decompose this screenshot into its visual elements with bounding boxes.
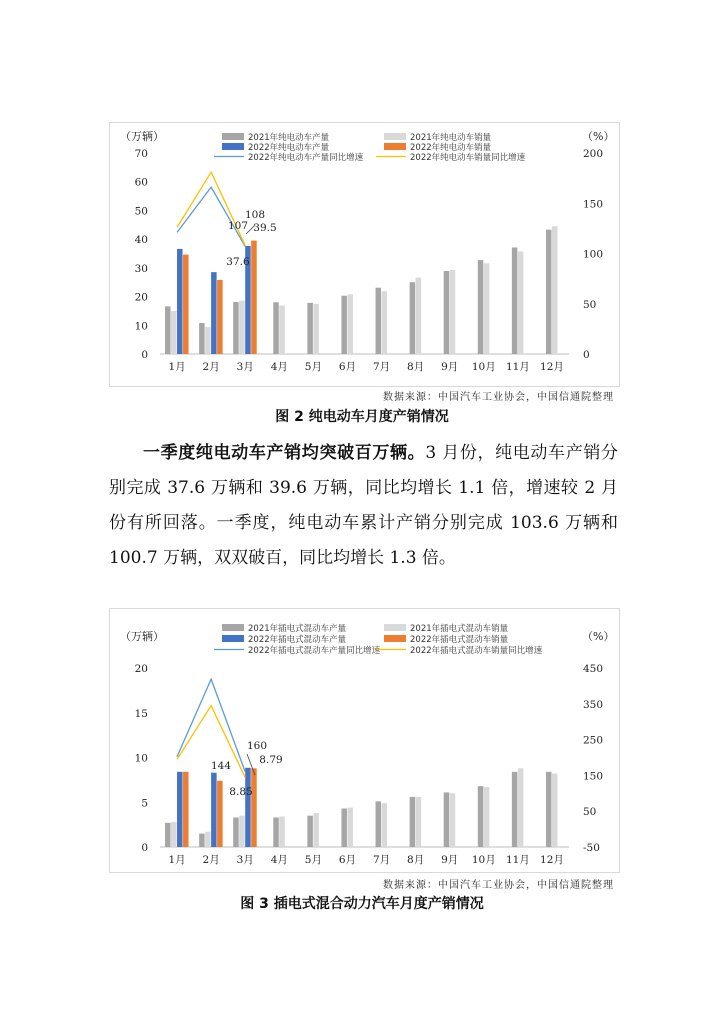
x-tick-label: 11月	[505, 361, 530, 373]
y2-tick-label: 150	[583, 198, 604, 211]
bar	[279, 305, 285, 354]
bar	[217, 781, 223, 847]
paragraph-lead: 一季度纯电动车产销均突破百万辆。	[143, 443, 426, 463]
legend-label: 2022年插电式混动车产量	[248, 635, 347, 645]
y-tick-label: 70	[134, 148, 148, 160]
bar	[478, 786, 484, 847]
chart-pure-ev-svg	[110, 123, 619, 386]
y2-tick-label: 450	[583, 663, 604, 675]
y-tick-label: 50	[134, 205, 148, 218]
left-axis-unit: （万辆）	[120, 630, 164, 643]
legend-label: 2022年插电式混动车销量同比增速	[410, 646, 543, 656]
bar	[518, 251, 524, 354]
bar	[450, 793, 456, 847]
bar	[245, 768, 251, 847]
figure2-caption: 图 2 纯电动车月度产销情况	[275, 409, 449, 425]
bar	[211, 773, 217, 847]
y-tick-label: 15	[134, 707, 148, 720]
legend-swatch	[384, 624, 406, 631]
bar	[251, 768, 256, 847]
y-tick-label: 0	[141, 842, 148, 854]
legend-swatch	[222, 635, 244, 642]
x-tick-label: 10月	[471, 361, 496, 373]
legend-label: 2022年插电式混动车销量	[410, 635, 509, 645]
bar	[165, 306, 171, 354]
legend-label: 2022年纯电动车销量	[410, 143, 492, 153]
x-tick-label: 6月	[338, 854, 357, 866]
bar	[199, 834, 205, 847]
bar	[233, 302, 239, 354]
bar	[347, 294, 353, 354]
bar	[512, 772, 518, 847]
bar	[171, 822, 177, 847]
figure3-caption: 图 3 插电式混合动力汽车月度产销情况	[240, 896, 484, 912]
y2-tick-label: 150	[583, 770, 604, 783]
y2-tick-label: 100	[583, 248, 604, 261]
bar	[546, 230, 552, 354]
bar	[376, 801, 382, 847]
y2-tick-label: 200	[583, 148, 604, 160]
legend-label: 2022年纯电动车产量同比增速	[248, 153, 364, 163]
bar	[217, 280, 223, 354]
right-axis-unit: （%）	[582, 630, 615, 643]
bar	[205, 832, 211, 847]
bar	[313, 304, 319, 354]
data-label: 8.79	[259, 754, 283, 766]
bar	[478, 260, 484, 354]
bar	[177, 772, 183, 847]
bar	[165, 823, 171, 847]
bar	[552, 774, 558, 847]
x-tick-label: 8月	[407, 361, 425, 373]
right-axis-unit: （%）	[582, 130, 615, 143]
x-tick-label: 7月	[372, 361, 391, 373]
x-tick-label: 4月	[270, 361, 288, 373]
bar	[313, 813, 319, 847]
bar	[546, 772, 552, 847]
x-tick-label: 2月	[202, 854, 220, 866]
bar	[233, 817, 239, 847]
y2-tick-label: -50	[583, 842, 600, 854]
x-tick-label: 9月	[441, 854, 459, 866]
legend-label: 2022年纯电动车销量同比增速	[410, 153, 526, 163]
x-tick-label: 3月	[236, 854, 254, 866]
bar	[382, 291, 388, 354]
y-tick-label: 10	[134, 752, 148, 765]
bar	[251, 241, 256, 354]
figure2-source: 数据来源：中国汽车工业协会，中国信通院整理	[383, 392, 614, 403]
x-tick-label: 6月	[338, 361, 357, 373]
bar	[211, 272, 217, 354]
bar	[410, 797, 416, 847]
left-axis-unit: （万辆）	[120, 130, 164, 143]
y-tick-label: 20	[134, 291, 148, 304]
bar	[512, 247, 518, 354]
bar	[410, 282, 416, 354]
bar	[341, 296, 347, 354]
bar	[239, 301, 245, 354]
x-tick-label: 2月	[202, 361, 220, 373]
x-tick-label: 7月	[372, 854, 391, 866]
bar	[183, 255, 189, 354]
y2-tick-label: 0	[583, 349, 590, 361]
y-tick-label: 60	[134, 176, 148, 189]
figure3-source: 数据来源：中国汽车工业协会，中国信通院整理	[383, 880, 614, 891]
bar	[199, 323, 205, 354]
bar	[518, 768, 524, 847]
legend-label: 2021年纯电动车销量	[410, 133, 492, 143]
growth-line	[177, 679, 245, 772]
legend-swatch	[384, 133, 406, 140]
y-tick-label: 30	[134, 262, 148, 275]
paragraph-body: 3 月份，纯电动车产销分别完成 37.6 万辆和 39.6 万辆，同比均增长 1.1 倍，增速较 2 月份有所回落。一季度，纯电动车累计产销分别完成 103.6 万辆和 100.7 万辆，双双破百，同比均增长 1.3 倍。	[109, 443, 618, 568]
bar	[177, 249, 183, 354]
x-tick-label: 10月	[471, 854, 496, 866]
bar	[171, 311, 177, 354]
y-tick-label: 5	[141, 797, 148, 810]
legend-label: 2022年插电式混动车产量同比增速	[248, 646, 381, 656]
bar	[450, 270, 456, 354]
bar	[444, 792, 450, 847]
y2-tick-label: 250	[583, 734, 604, 747]
growth-line	[177, 172, 245, 245]
bar	[444, 271, 450, 354]
x-tick-label: 5月	[304, 854, 322, 866]
x-tick-label: 11月	[505, 854, 530, 866]
data-label: 144	[210, 760, 232, 772]
bar	[273, 817, 279, 847]
legend-label: 2022年纯电动车产量	[248, 143, 330, 153]
y-tick-label: 10	[134, 320, 148, 333]
y-tick-label: 20	[134, 663, 148, 675]
body-paragraph	[109, 436, 618, 576]
data-label: 160	[246, 740, 268, 752]
x-tick-label: 9月	[441, 361, 459, 373]
y2-tick-label: 50	[583, 806, 597, 819]
legend-label: 2021年插电式混动车销量	[410, 624, 509, 634]
data-label: 107	[227, 220, 249, 232]
data-label: 108	[244, 209, 266, 221]
bar	[341, 809, 347, 847]
legend-swatch	[222, 143, 244, 150]
legend-swatch	[384, 143, 406, 150]
bar	[273, 302, 279, 354]
x-tick-label: 1月	[168, 854, 186, 866]
x-tick-label: 12月	[540, 361, 564, 373]
bar	[239, 816, 245, 847]
bar	[376, 288, 382, 354]
chart-phev-svg	[110, 609, 619, 872]
legend-swatch	[384, 635, 406, 642]
bar	[552, 226, 558, 354]
chart-pure-ev	[109, 122, 620, 387]
growth-line	[177, 187, 245, 246]
bar	[347, 808, 353, 847]
y-tick-label: 0	[141, 349, 148, 361]
bar	[416, 278, 422, 354]
data-label: 39.5	[253, 222, 277, 234]
bar	[279, 817, 285, 847]
data-label: 8.85	[229, 786, 253, 798]
bar	[416, 797, 422, 847]
legend-swatch	[222, 133, 244, 140]
bar	[382, 803, 388, 847]
legend-label: 2021年纯电动车产量	[248, 133, 330, 143]
bar	[307, 816, 313, 847]
bar	[307, 303, 313, 354]
y2-tick-label: 350	[583, 698, 604, 711]
bar	[183, 772, 189, 847]
y-tick-label: 40	[134, 234, 148, 247]
x-tick-label: 3月	[236, 361, 254, 373]
x-tick-label: 1月	[168, 361, 186, 373]
chart-phev	[109, 608, 620, 873]
y2-tick-label: 50	[583, 298, 597, 311]
legend-swatch	[222, 624, 244, 631]
x-tick-label: 5月	[304, 361, 322, 373]
x-tick-label: 12月	[540, 854, 564, 866]
bar	[205, 327, 211, 354]
bar	[484, 787, 490, 847]
bar	[484, 263, 490, 354]
legend-label: 2021年插电式混动车产量	[248, 624, 347, 634]
x-tick-label: 4月	[270, 854, 288, 866]
data-label: 37.6	[226, 256, 250, 268]
x-tick-label: 8月	[407, 854, 425, 866]
